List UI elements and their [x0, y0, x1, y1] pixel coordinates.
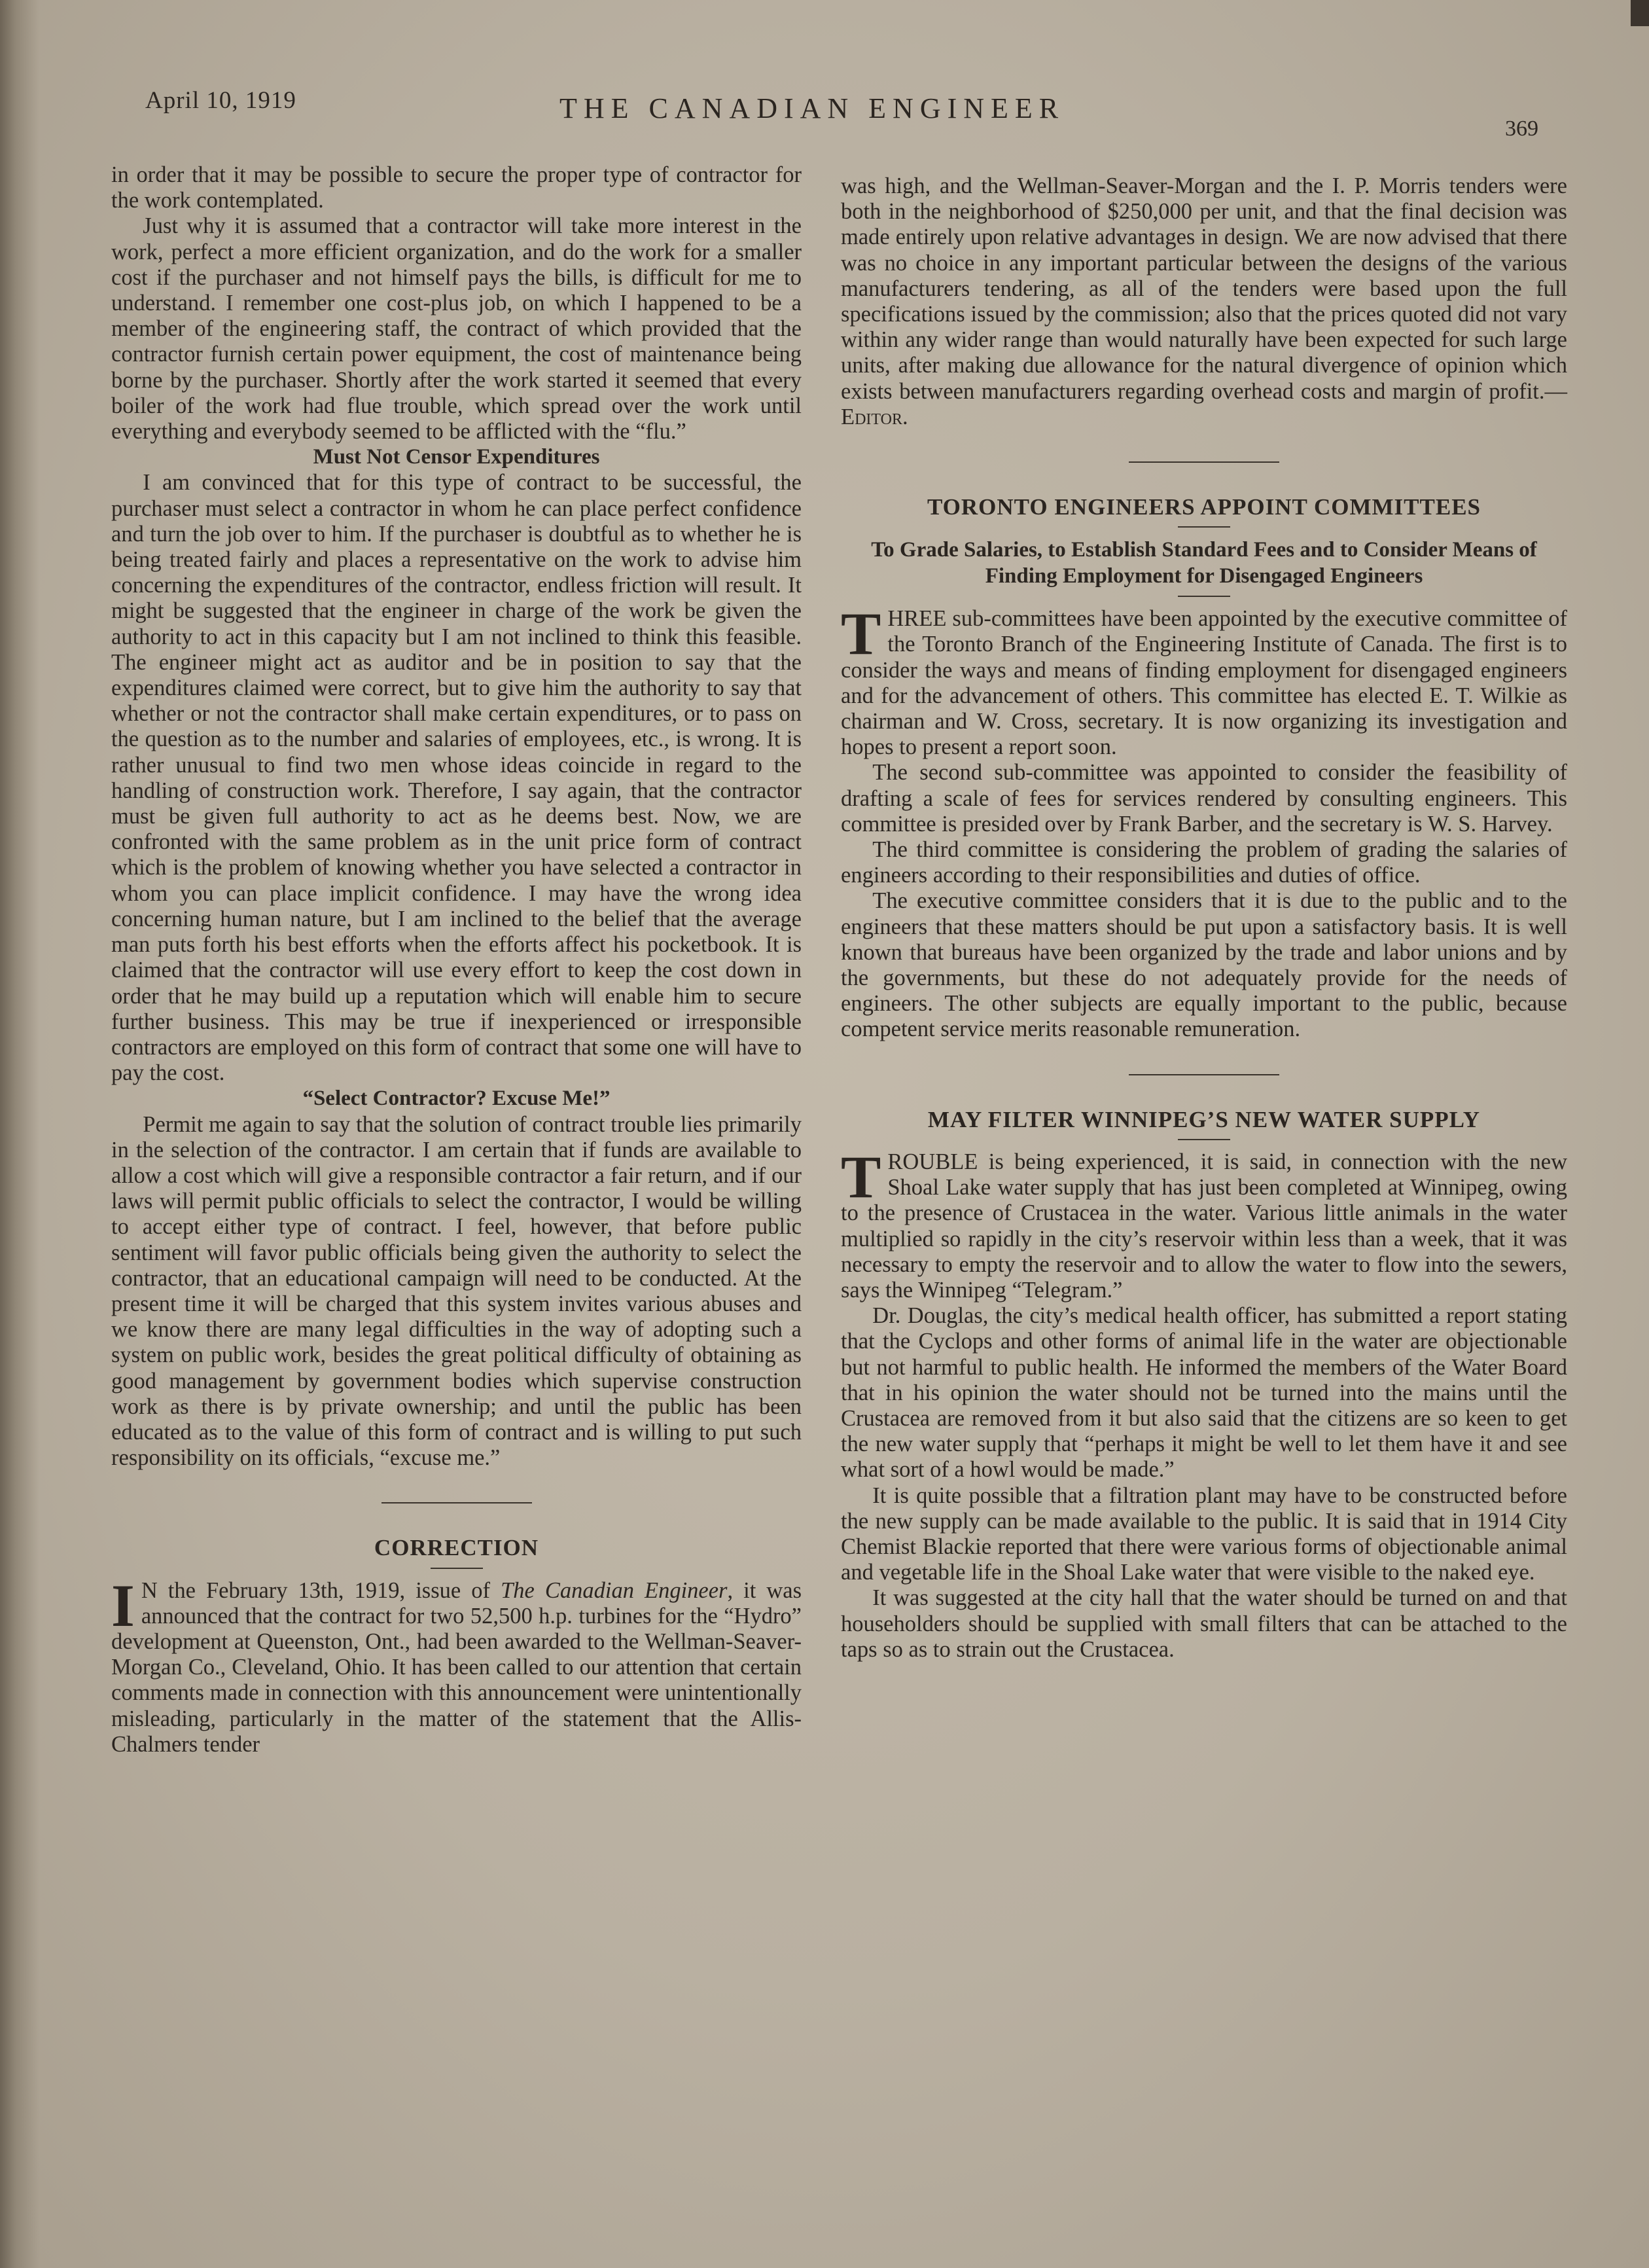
issue-date: April 10, 1919 — [145, 87, 296, 114]
winnipeg-paragraph-1 — [841, 1143, 1567, 1303]
winnipeg-article-heading: MAY FILTER WINNIPEG’S NEW WATER SUPPLY — [927, 1106, 1481, 1132]
section-divider — [1129, 1074, 1279, 1075]
correction-continuation-text: was high, and the Wellman-Seaver-Morgan and the I. P. Morris tenders were both in the neighborhood of $250,000 per unit, and that the final decision was made entirely upon relative advantages in design. We are now advised that there was no choice in any important particular between the designs of the various manufacturers tendering, as all of the tenders were based upon the full specifications issued by the commission; also that the prices quoted did not vary within any wider range than would naturally have been expected for such large units, after making due allowance for the natural divergence of opinion which exists between manufacturers regarding overhead costs and margin of profit.— — [841, 173, 1567, 404]
drop-cap: I — [111, 1572, 135, 1639]
section-divider — [381, 1502, 532, 1503]
correction-continuation — [841, 173, 1567, 430]
subheading-must-not-censor: Must Not Censor Expenditures — [313, 445, 600, 469]
toronto-article-deck: To Grade Salaries, to Establish Standard Fees and to Consider Means of Finding Employment for Disengaged Engineers — [871, 538, 1537, 588]
right-column — [841, 173, 1567, 1663]
toronto-paragraph-4: The executive committee considers that it is due to the public and to the engineers that these matters should be put upon a satisfactory basis. It is well known that bureaus have been organized by the trade and labor unions and by the governments, but these do not adequately provide for the needs of engineers. The other subjects are equally important to the public, because competent service merits reasonable remuneration. — [841, 888, 1567, 1042]
section-divider — [1129, 461, 1279, 463]
drop-cap: T — [841, 600, 881, 668]
left-paragraph-1: in order that it may be possible to secure the proper type of contractor for the work contemplated. — [111, 162, 802, 213]
page-number: 369 — [1505, 117, 1538, 141]
subheading-select-contractor: “Select Contractor? Excuse Me!” — [302, 1087, 611, 1111]
heading-rule — [431, 1568, 483, 1569]
winnipeg-paragraph-4: It was suggested at the city hall that the water should be turned on and that householders should be supplied with small filters that can be attached to the taps so as to strain out the Crustacea. — [841, 1585, 1567, 1662]
toronto-paragraph-1-text: HREE sub-committees have been appointed by the executive committee of the Toronto Branch of the Engineering Institute of Canada. The first is to consider the ways and means of finding employment for disengaged engineers and for the advancement of others. This committee has elected E. T. Wilkie as chairman and W. Cross, secretary. It is now organizing its investigation and hopes to present a report soon. — [841, 606, 1567, 760]
page-gutter-shadow — [0, 0, 39, 2268]
heading-rule — [1178, 1139, 1230, 1140]
winnipeg-paragraph-2: Dr. Douglas, the city’s medical health officer, has submitted a report stating that the Cyclops and other forms of animal life in the water are objectionable but not harmful to public health. He informed the members of the Water Board that in his opinion the water should not be turned into the mains until the Crustacea are removed from it but also said that the citizens are so keen to get the new water supply that “perhaps it might be well to let them have it and see what sort of a howl would be made.” — [841, 1303, 1567, 1483]
drop-cap: T — [841, 1143, 881, 1210]
correction-heading: CORRECTION — [374, 1535, 539, 1561]
publication-reference: The Canadian Engineer — [501, 1577, 728, 1603]
toronto-paragraph-3: The third committee is considering the problem of grading the salaries of engineers according to their responsibilities and duties of office. — [841, 837, 1567, 888]
heading-rule — [1178, 526, 1230, 528]
left-paragraph-2: Just why it is assumed that a contractor will take more interest in the work, perfect a more efficient organization, and do the work for a smaller cost if the purchaser and not himself pays the bills, is difficult for me to understand. I remember one cost-plus job, on which I happened to be a member of the engineering staff, the contract of which provided that the contractor furnish certain power equipment, the cost of maintenance being borne by the purchaser. Shortly after the work started it seemed that every boiler of the work had flue trouble, which spread over the work until everything and everybody seemed to be afflicted with the “flu.” — [111, 213, 802, 444]
left-paragraph-4: Permit me again to say that the solution of contract trouble lies primarily in the selection of the contractor. I am certain that if funds are available to allow a cost which will give a responsible contractor a fair return, and if our laws will permit public officials to select the contractor, I would be willing to accept either type of contract. I feel, however, that before public sentiment will favor public officials being given the authority to select the contractor, that an educational campaign will need to be conducted. At the present time it will be charged that this system invites various abuses and we know there are many legal difficulties in the way of adopting such a system on public work, besides the great political difficulty of obtaining as good management by government bodies which supervise construction work as there is by private ownership; and until the public has been educated as to the value of this form of contract and is willing to put such responsibility on its officials, “excuse me.” — [111, 1111, 802, 1471]
running-header — [0, 0, 1649, 157]
correction-text-start: N the February 13th, 1919, issue of — [141, 1577, 501, 1603]
left-column — [111, 162, 802, 1757]
correction-text-end: , it was announced that the contract for two 52,500 h.p. turbines for the “Hydro” development at Queenston, Ont., had been awarded to the Wellman-Seaver-Morgan Co., Cleveland, Ohio. It has been called to our attention that certain comments made in connection with this announcement were unintentionally misleading, particularly in the matter of the statement that the Allis-Chalmers tender — [111, 1577, 802, 1757]
left-paragraph-3: I am convinced that for this type of contract to be successful, the purchaser must select a contractor in whom he can place perfect confidence and turn the job over to him. If the purchaser is doubtful as to whether he is being treated fairly and places a representative on the work to advise him concerning the expenditures of the contractor, endless friction will result. It might be suggested that the engineer in charge of the work be given the authority to act in this capacity but I am not inclined to think this feasible. The engineer might act as auditor and be in position to say that the expenditures claimed were correct, but to give him the authority to say that whether or not the contractor shall make certain expenditures, or to pass on the question as to the number and salaries of employees, etc., is wrong. It is rather unusual to find two men whose ideas coincide in regard to the handling of construction work. Therefore, I say again, that the contractor must be given full authority to act as he deems best. Now, we are confronted with the same problem as in the unit price form of contract which is the problem of knowing whether you have selected a contractor in whom you can place implicit confidence. I may have the wrong idea concerning human nature, but I am inclined to the belief that the average man puts forth his best efforts when the efforts affect his pocketbook. It is claimed that the contractor will use every effort to keep the cost down in order that he may build up a reputation which will enable him to secure further business. This may be true if inexperienced or irresponsible contractors are employed on this form of contract that some one will have to pay the cost. — [111, 470, 802, 1086]
toronto-article-heading: TORONTO ENGINEERS APPOINT COMMITTEES — [927, 494, 1481, 520]
winnipeg-paragraph-3: It is quite possible that a filtration plant may have to be constructed before the new supply can be made available to the public. It is said that in 1914 City Chemist Blackie reported that there were various forms of objectionable animal and vegetable life in the Shoal Lake water that were visible to the naked eye. — [841, 1483, 1567, 1585]
toronto-paragraph-2: The second sub-committee was appointed to consider the feasibility of drafting a scale of fees for services rendered by consulting engineers. This committee is presided over by Frank Barber, and the secretary is W. S. Harvey. — [841, 760, 1567, 837]
correction-paragraph — [111, 1572, 802, 1757]
toronto-paragraph-1 — [841, 600, 1567, 760]
winnipeg-paragraph-1-text: ROUBLE is being experienced, it is said, in connection with the new Shoal Lake water supply that has just been completed at Winnipeg, owing to the presence of Crustacea in the water. Various little animals in the water multiplied so rapidly in the city’s reservoir within less than a week, that it was necessary to empty the reservoir and to allow the water to flow into the sewers, says the Winnipeg “Telegram.” — [841, 1149, 1567, 1303]
editor-signature: Editor. — [841, 404, 908, 429]
deck-rule — [1178, 596, 1230, 597]
publication-title: THE CANADIAN ENGINEER — [559, 92, 1065, 124]
